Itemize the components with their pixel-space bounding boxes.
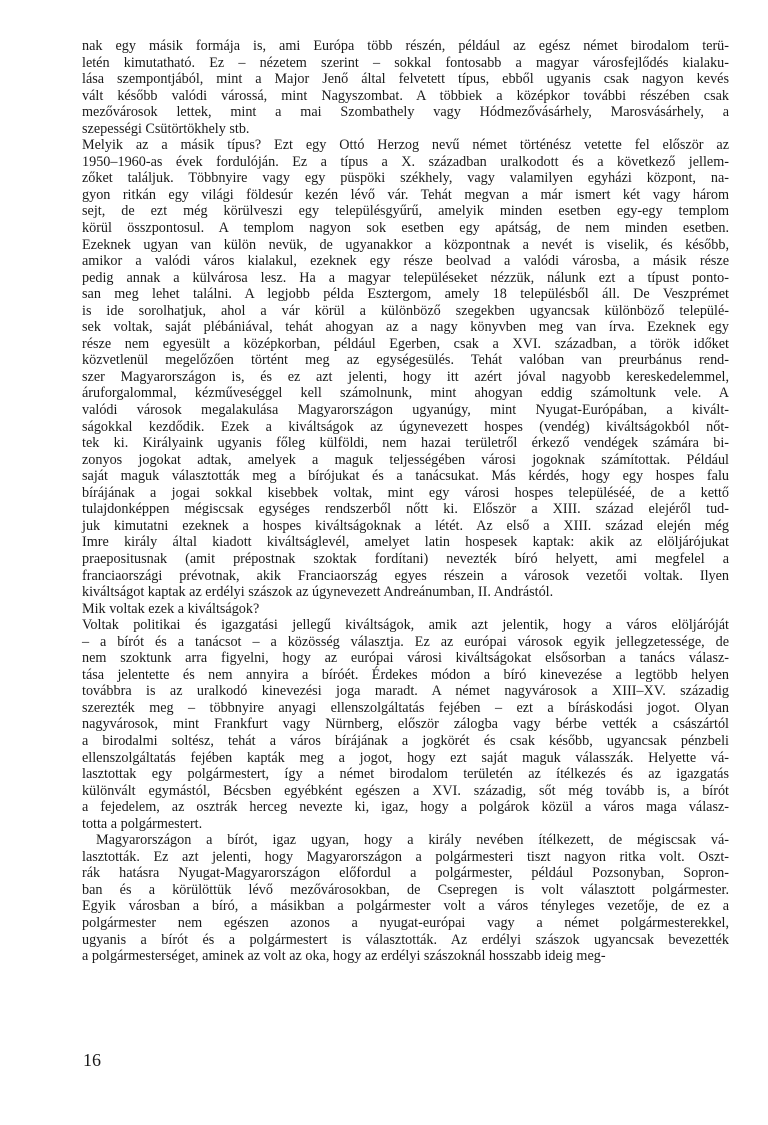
text-line: lasztottak egy polgármestert, így a német birodalom területén az ítélkezés és az igazgatás (82, 766, 729, 783)
text-line: szepességi Csütörtökhely stb. (82, 120, 250, 137)
text-line: juk kimutatni ezeknek a hospes kiváltságoknak a létét. Az első a XIII. század elején még (82, 517, 729, 534)
paragraph (82, 137, 729, 600)
text-line: bírájának a jogai sokkal kisebbek voltak, mint egy városi hospes településéé, de a kettő (82, 484, 729, 501)
text-line: a birodalmi soltész, tehát a város bírájának a jogkörét és csak később, ugyancsak pénzbeli (82, 732, 729, 749)
text-line: gyon ritkán egy világi földesúr kezén lévő vár. Tehát megvan a már ismert két vagy három (82, 186, 729, 203)
text-line: pedig annak a külvárosa lesz. Ha a magyar településeket nézzük, nálunk ezt a típust ponto- (82, 269, 729, 286)
page-number: 16 (83, 1050, 101, 1070)
text-line: Voltak politikai és igazgatási jellegű kiváltságok, amik azt jelentik, hogy a város elöljáróját (82, 617, 729, 634)
text-line: valódi városok megalakulása Magyarországon ugyanúgy, mint Nyugat-Európában, a kivált- (82, 402, 729, 419)
text-line: zonyos jogokat adtak, amelyek a maguk teljességében városi jogoknak számítottak. Például (82, 451, 729, 468)
paragraph (82, 617, 729, 832)
text-line: vált később valódi várossá, mint Nagyszombat. A többiek a középkor további részében csak (82, 87, 729, 104)
text-line: polgármester nem egészen azonos a nyugat-európai vagy a német polgármesterekkel, (82, 914, 729, 931)
text-line: sejt, de ezt még körülveszi egy településgyűrű, amelyik minden esetben egy-egy templom (82, 203, 729, 220)
text-line: lasztották. Ez azt jelenti, hogy Magyarországon a polgármesteri tiszt nagyon ritka volt. Oszt- (82, 848, 729, 865)
text-line: sek voltak, saját plébániával, tehát ahogyan az a nagy könyvben meg van írva. Ezeknek egy (82, 319, 729, 336)
text-line: – a bírót és a tanácsot – a közösség választja. Ez az európai városok egyik jellegzetessége, de (82, 633, 729, 650)
text-line: san meg lehet találni. A legjobb példa Esztergom, amely 18 településből áll. De Veszprémet (82, 286, 729, 303)
text-line: kiváltságot kaptak az erdélyi szászok az úgynevezett Andreánumban, II. Andrástól. (82, 584, 554, 601)
text-line: letén kimutatható. Ez – nézetem szerint – sokkal fontosabb a magyar városfejlődés kialaku- (82, 54, 729, 71)
text-line: szerezték meg – többnyire anyagi ellenszolgáltatás fejében – ezt a bíráskodási jogot. Olyan (82, 699, 729, 716)
text-line: saját maguk választották meg a bírójukat és a tanácsukat. Más kérdés, hogy egy hospes falu (82, 468, 729, 485)
text-line: is ide sorolhatjuk, ahol a vár körül a különböző szegekben ugyancsak különböző települé- (82, 302, 729, 319)
text-line: ellenszolgáltatás fejében kapták meg a jogot, hogy ezt saját maguk válasszák. Helyette vá- (82, 749, 729, 766)
text-line: Imre király által kiadott kiváltságlevél, amelyet latin hospesek kaptak: akik az elöljárójukat (82, 534, 729, 551)
text-line: rák hatásra Nyugat-Magyarországon előfordul a polgármester, például Pozsonyban, Sopron- (82, 865, 729, 882)
text-line: Magyarországon a bírót, igaz ugyan, hogy a király nevében ítélkezett, de mégiscsak vá- (96, 832, 729, 849)
text-line: szer Magyarországon is, és ez azt jelenti, hogy itt azért jóval nagyobb kereskedelemmel, (82, 368, 729, 385)
text-line: franciaországi prévotnak, akik Franciaország egyes részein a városok vezetői voltak. Ilyen (82, 567, 729, 584)
text-line: amikor a valódi város kialakul, ezeknek egy része beolvad a valódi városba, a másik része (82, 253, 729, 270)
text-line: továbbra is az uralkodó kinevezési joga maradt. A német nagyvárosok a XIII–XV. századig (82, 683, 729, 700)
text-line: praepositusnak (amit prépostnak szoktak fordítani) nevezték bíró helyett, ami megfelel a (82, 550, 729, 567)
text-line: lása szempontjából, mint a Major Jenő által felvetett típus, ebből ugyanis csak nagyon kevés (82, 71, 729, 88)
text-line: totta a polgármestert. (82, 815, 203, 832)
text-line: tulajdonképpen mégiscsak egységes rendszerből nőtt ki. Először a XIII. század elejéről tud- (82, 501, 729, 518)
paragraph (82, 601, 729, 618)
book-page (82, 38, 729, 1088)
text-line: közvetlenül megelőzően történt meg az egységesülés. Tehát valóban van preurbánus rend- (82, 352, 729, 369)
text-line: körül összpontosul. A templom nagyon sok esetben egy apátság, de nem minden esetben. (82, 220, 729, 237)
text-line: zőket találjuk. Többnyire vagy egy püspöki székhely, vagy valamilyen egyházi központ, na- (82, 170, 729, 187)
text-line: tek ki. Királyaink ugyanis főleg külföldi, nem hazai területről érkező vendégek számára bi- (82, 435, 729, 452)
text-line: nem szoktunk arra figyelni, hogy az európai városi kiváltságokat elsősorban a tanács válasz- (82, 650, 729, 667)
text-line: része nem egyesült a középkorban, például Egerben, csak a XVI. században, a török időket (82, 335, 729, 352)
text-line: Ezeknek ugyan van külön nevük, de ugyanakkor a központnak a nevét is viselik, és később, (82, 236, 729, 253)
text-line: Egyik városban a bíró, a másikban a polgármester volt a város tényleges vezetője, de ez a (82, 898, 729, 915)
text-line: a fejedelem, az osztrák herceg nevezte ki, igaz, hogy a polgárok közül a város maga válasz- (82, 799, 729, 816)
body-text (82, 38, 729, 965)
paragraph (82, 832, 729, 964)
text-line: Mik voltak ezek a kiváltságok? (82, 600, 260, 617)
text-line: tása jelentette és nem annyira a bíróét. Érdekes módon a bíró kinevezése a legtöbb helyen (82, 666, 729, 683)
text-line: a polgármesterséget, aminek az volt az oka, hogy az erdélyi szászoknál hosszabb ideig meg- (82, 948, 606, 965)
text-line: nagyvárosok, mint Frankfurt vagy Nürnberg, először zálogba vagy bérbe vették a császártól (82, 716, 729, 733)
text-line: ban és a körülöttük lévő mezővárosokban, de Csepregen is volt választott polgármester. (82, 881, 729, 898)
text-line: ugyanis a bírót és a polgármestert is választották. Az erdélyi szászok ugyancsak bevezették (82, 931, 729, 948)
text-line: 1950–1960-as évek fordulóján. Ez a típus a X. században uralkodott és a következő jellem- (82, 153, 729, 170)
text-line: Melyik az a másik típus? Ezt egy Ottó Herzog nevű német történész vetette fel először az (82, 137, 729, 154)
text-line: különvált egymástól, Bécsben egyébként egészen a XVI. századig, sőt még tovább is, a bírót (82, 782, 729, 799)
paragraph (82, 38, 729, 137)
text-line: nak egy másik formája is, ami Európa több részén, például az egész német birodalom terü- (82, 38, 729, 54)
text-line: mezővárosok lettek, mint a mai Szombathely vagy Hódmezővásárhely, Marosvásárhely, a (82, 104, 729, 121)
text-line: ságokkal kezdődik. Ezek a kiváltságok az úgynevezett hospes (vendég) kiváltságokból nőt- (82, 418, 729, 435)
text-line: áruforgalommal, kézműveséggel kell számolnunk, mint ahogyan eddig számoltunk vele. A (82, 385, 729, 402)
